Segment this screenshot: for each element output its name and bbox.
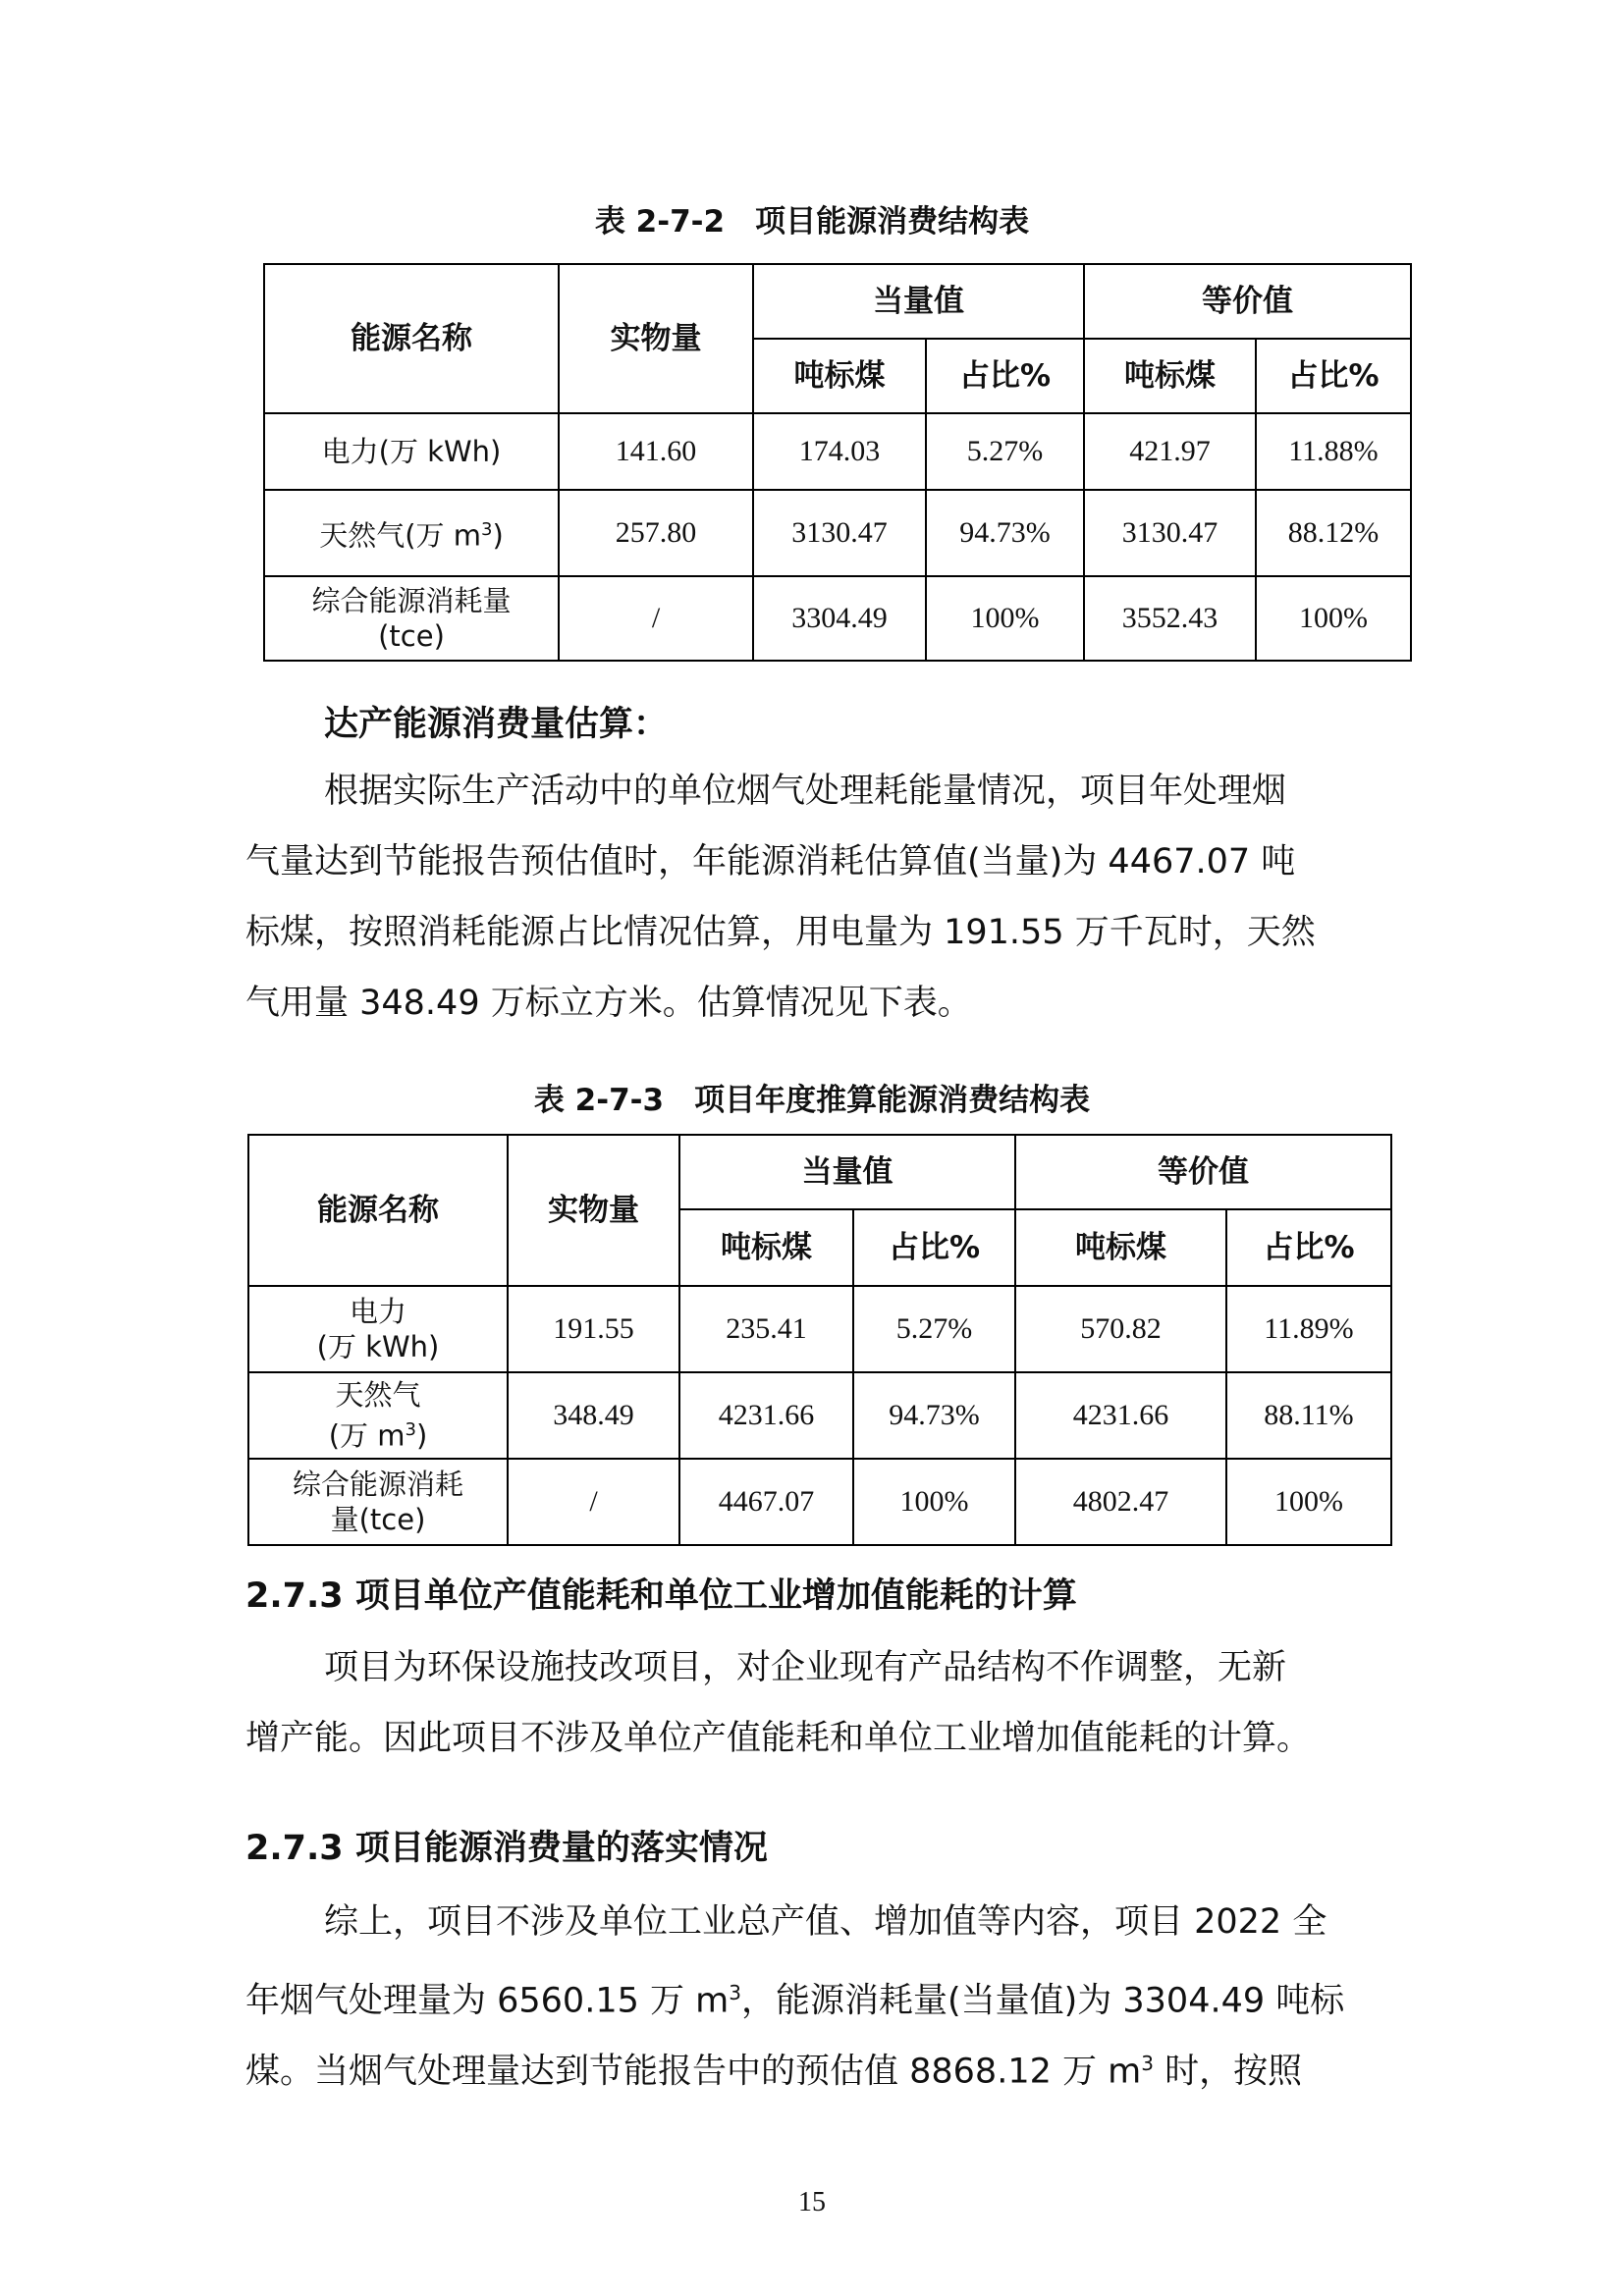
eq-tce-cell: 235.41: [679, 1286, 853, 1372]
table2-caption: 表 2-7-3 项目年度推算能源消费结构表: [533, 1083, 1091, 1118]
physical-cell: 257.80: [559, 490, 753, 576]
estimate-paragraph: [245, 756, 1384, 1039]
header-ratio: 占比%: [1226, 1209, 1391, 1286]
ep-ratio-cell: 11.88%: [1256, 413, 1411, 490]
table-row: [264, 490, 1411, 576]
header-tce: 吨标煤: [753, 339, 926, 413]
energy-name-cell: 电力(万 kWh): [264, 413, 559, 490]
ep-ratio-cell: 11.89%: [1226, 1286, 1391, 1372]
table-row: [248, 1286, 1391, 1372]
header-energy-name: 能源名称: [264, 264, 559, 413]
eq-ratio-cell: 5.27%: [853, 1286, 1015, 1372]
ep-ratio-cell: 88.12%: [1256, 490, 1411, 576]
section-paragraph: [245, 1632, 1384, 1774]
header-physical: 实物量: [559, 264, 753, 413]
page-number: 15: [798, 2187, 826, 2217]
table-row: [248, 1372, 1391, 1459]
table1-caption: 表 2-7-2 项目能源消费结构表: [594, 204, 1030, 240]
ep-tce-cell: 3552.43: [1084, 576, 1256, 661]
paragraph-line: 项目为环保设施技改项目，对企业现有产品结构不作调整，无新: [324, 1648, 1287, 1687]
eq-tce-cell: 174.03: [753, 413, 926, 490]
paragraph-line: 标煤，按照消耗能源占比情况估算，用电量为 191.55 万千瓦时，天然: [245, 913, 1316, 952]
eq-tce-cell: 4467.07: [679, 1459, 853, 1545]
header-tce: 吨标煤: [1015, 1209, 1226, 1286]
physical-cell: 191.55: [508, 1286, 679, 1372]
ep-ratio-cell: 100%: [1226, 1459, 1391, 1545]
ep-tce-cell: 570.82: [1015, 1286, 1226, 1372]
paragraph-line: 气量达到节能报告预估值时，年能源消耗估算值(当量)为 4467.07 吨: [245, 842, 1296, 881]
ep-ratio-cell: 88.11%: [1226, 1372, 1391, 1459]
section-heading: 2.7.3 项目单位产值能耗和单位工业增加值能耗的计算: [245, 1576, 1077, 1616]
energy-structure-table: [263, 263, 1412, 662]
table-row: [248, 1459, 1391, 1545]
eq-ratio-cell: 5.27%: [926, 413, 1084, 490]
table-row: [264, 576, 1411, 661]
paragraph-line: 气用量 348.49 万标立方米。估算情况见下表。: [245, 984, 972, 1023]
header-equal-price: 等价值: [1084, 264, 1411, 339]
energy-name-cell: 天然气(万 $m^3$): [264, 490, 559, 576]
header-energy-name: 能源名称: [248, 1135, 508, 1286]
ep-ratio-cell: 100%: [1256, 576, 1411, 661]
header-ratio: 占比%: [853, 1209, 1015, 1286]
physical-cell: /: [559, 576, 753, 661]
header-tce: 吨标煤: [1084, 339, 1256, 413]
header-physical: 实物量: [508, 1135, 679, 1286]
header-equivalent: 当量值: [679, 1135, 1015, 1209]
ep-tce-cell: 4231.66: [1015, 1372, 1226, 1459]
header-tce: 吨标煤: [679, 1209, 853, 1286]
header-ratio: 占比%: [926, 339, 1084, 413]
ep-tce-cell: 4802.47: [1015, 1459, 1226, 1545]
energy-name-cell: 综合能源消耗 量(tce): [248, 1459, 508, 1545]
eq-tce-cell: 3304.49: [753, 576, 926, 661]
header-equal-price: 等价值: [1015, 1135, 1391, 1209]
physical-cell: 141.60: [559, 413, 753, 490]
estimated-energy-table: [247, 1134, 1392, 1546]
physical-cell: 348.49: [508, 1372, 679, 1459]
energy-name-cell: 电力 (万 kWh): [248, 1286, 508, 1372]
physical-cell: /: [508, 1459, 679, 1545]
paragraph-line: 煤。当烟气处理量达到节能报告中的预估值 8868.12 万 $m^3$ 时，按照: [245, 2052, 1303, 2092]
ep-tce-cell: 421.97: [1084, 413, 1256, 490]
eq-ratio-cell: 94.73%: [926, 490, 1084, 576]
paragraph-line: 根据实际生产活动中的单位烟气处理耗能量情况，项目年处理烟: [324, 772, 1287, 811]
estimate-heading: 达产能源消费量估算：: [324, 705, 669, 744]
energy-name-cell: 综合能源消耗量 (tce): [264, 576, 559, 661]
paragraph-line: 年烟气处理量为 6560.15 万 $m^3$，能源消耗量(当量值)为 3304.49 吨标: [245, 1981, 1345, 2021]
header-ratio: 占比%: [1256, 339, 1411, 413]
energy-name-cell: 天然气 (万 $m^3$): [248, 1372, 508, 1459]
eq-tce-cell: 3130.47: [753, 490, 926, 576]
eq-ratio-cell: 100%: [926, 576, 1084, 661]
eq-ratio-cell: 100%: [853, 1459, 1015, 1545]
paragraph-line: 综上，项目不涉及单位工业总产值、增加值等内容，项目 2022 全: [324, 1902, 1327, 1942]
paragraph-line: 增产能。因此项目不涉及单位产值能耗和单位工业增加值能耗的计算。: [245, 1719, 1312, 1758]
header-equivalent: 当量值: [753, 264, 1084, 339]
section-paragraph: [245, 1887, 1384, 2099]
section-heading: 2.7.3 项目能源消费量的落实情况: [245, 1829, 768, 1868]
table-row: [264, 413, 1411, 490]
ep-tce-cell: 3130.47: [1084, 490, 1256, 576]
eq-tce-cell: 4231.66: [679, 1372, 853, 1459]
eq-ratio-cell: 94.73%: [853, 1372, 1015, 1459]
